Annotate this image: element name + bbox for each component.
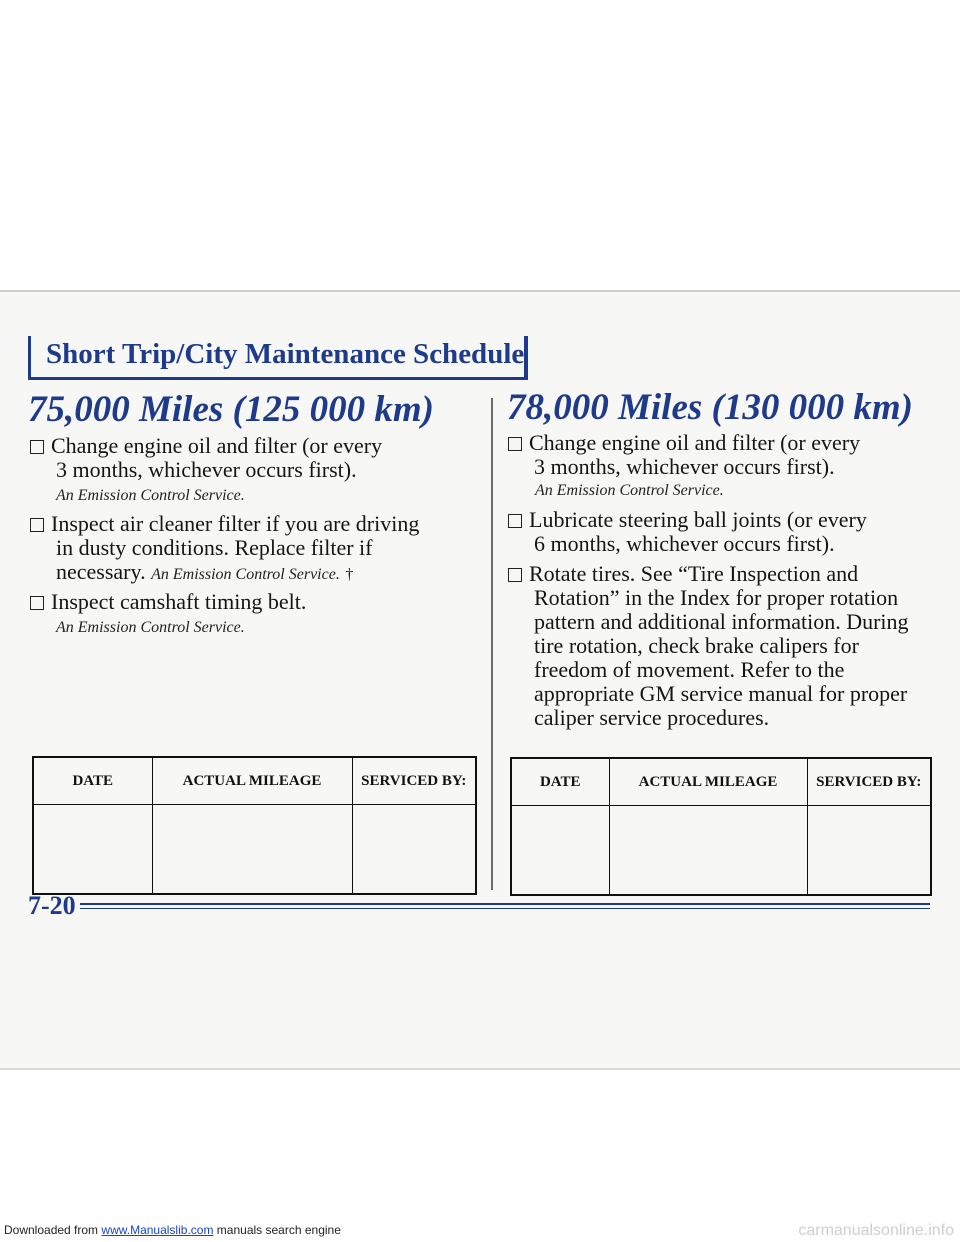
- item-text: necessary.: [56, 559, 146, 584]
- checklist-item-right-1: [508, 431, 860, 479]
- serviced-by-cell[interactable]: [807, 806, 931, 896]
- checklist-item-right-3: [508, 562, 909, 730]
- page-number: 7-20: [28, 891, 76, 920]
- mileage-heading-right: 78,000 Miles (130 000 km): [507, 387, 913, 428]
- service-log-table-left: [32, 756, 477, 895]
- item-text: tire rotation, check brake calipers for: [534, 633, 859, 658]
- col-header-actual-mileage: ACTUAL MILEAGE: [152, 757, 352, 805]
- serviced-by-cell[interactable]: [352, 805, 476, 895]
- emission-note: An Emission Control Service.: [56, 487, 245, 504]
- mileage-cell[interactable]: [609, 806, 807, 896]
- emission-note: An Emission Control Service.: [151, 566, 340, 583]
- item-text: in dusty conditions. Replace filter if: [56, 535, 373, 560]
- download-prefix: Downloaded from: [4, 1223, 99, 1237]
- item-text: Change engine oil and filter (or every: [51, 433, 383, 458]
- item-text: Inspect air cleaner filter if you are driving: [51, 511, 420, 536]
- checklist-item-left-3: [30, 590, 306, 614]
- download-attribution: [4, 1223, 341, 1237]
- download-footer: [0, 1222, 960, 1242]
- section-title: Short Trip/City Maintenance Schedule: [46, 338, 525, 370]
- download-suffix: manuals search engine: [216, 1223, 341, 1237]
- item-text: 3 months, whichever occurs first).: [56, 457, 357, 482]
- dagger-mark: †: [345, 566, 354, 583]
- emission-note: An Emission Control Service.: [535, 482, 724, 499]
- item-text: freedom of movement. Refer to the: [534, 657, 845, 682]
- item-text: Rotation” in the Index for proper rotation: [534, 585, 899, 610]
- column-divider: [491, 398, 493, 890]
- checkbox-icon[interactable]: [30, 596, 44, 610]
- footer-rule-thin: [80, 908, 930, 909]
- checkbox-icon[interactable]: [508, 437, 522, 451]
- col-header-actual-mileage: ACTUAL MILEAGE: [609, 758, 807, 806]
- item-text: pattern and additional information. During: [534, 609, 909, 634]
- checkbox-icon[interactable]: [508, 568, 522, 582]
- item-text: Change engine oil and filter (or every: [529, 430, 861, 455]
- col-header-date: DATE: [511, 758, 609, 806]
- manualslib-link[interactable]: www.Manualslib.com: [101, 1223, 214, 1237]
- col-header-serviced-by: SERVICED BY:: [807, 758, 931, 806]
- item-text: caliper service procedures.: [534, 705, 770, 730]
- emission-note: An Emission Control Service.: [56, 619, 245, 636]
- checkbox-icon[interactable]: [508, 514, 522, 528]
- mileage-heading-left: 75,000 Miles (125 000 km): [28, 389, 434, 430]
- col-header-date: DATE: [33, 757, 152, 805]
- col-header-serviced-by: SERVICED BY:: [352, 757, 476, 805]
- item-text: Rotate tires. See “Tire Inspection and: [529, 561, 859, 586]
- footer-rule: [80, 903, 930, 905]
- date-cell[interactable]: [33, 805, 152, 895]
- date-cell[interactable]: [511, 806, 609, 896]
- checkbox-icon[interactable]: [30, 518, 44, 532]
- checklist-item-right-2: [508, 508, 867, 556]
- watermark: carmanualsonline.info: [798, 1222, 954, 1239]
- item-text: Lubricate steering ball joints (or every: [529, 507, 867, 532]
- checklist-item-left-2: [30, 512, 419, 587]
- item-text: 6 months, whichever occurs first).: [534, 531, 835, 556]
- page-bottom-edge: [0, 1068, 960, 1070]
- mileage-cell[interactable]: [152, 805, 352, 895]
- checkbox-icon[interactable]: [30, 440, 44, 454]
- checklist-item-left-1: [30, 434, 382, 482]
- item-text: appropriate GM service manual for proper: [534, 681, 908, 706]
- page-top-edge: [0, 290, 960, 292]
- service-log-table-right: [510, 757, 932, 896]
- item-text: 3 months, whichever occurs first).: [534, 454, 835, 479]
- item-text: Inspect camshaft timing belt.: [51, 589, 307, 614]
